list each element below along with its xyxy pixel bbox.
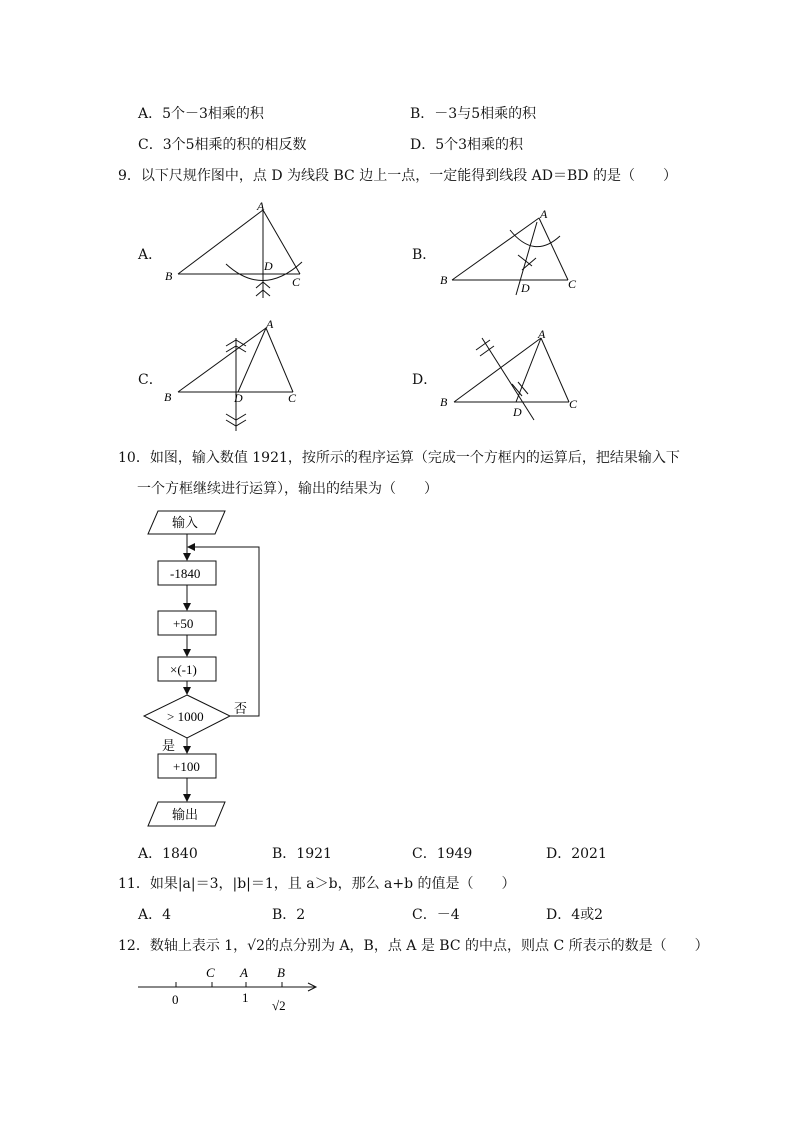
q12-stem: 12．数轴上表示 1，√2的点分别为 A，B，点 A 是 BC 的中点，则点 C 所表示的数是（ ） [118, 938, 709, 954]
q10-option-c: C．1949 [412, 846, 473, 862]
q10-flowchart [140, 505, 265, 830]
q9b-label-d: D [521, 281, 530, 295]
q12-tick-sqrt2: √2 [272, 998, 286, 1013]
q9b-label-c: C [568, 277, 577, 291]
q10-option-b: B．1921 [272, 846, 332, 862]
q9d-label-d: D [513, 405, 522, 419]
q9-figure-d [436, 326, 586, 426]
q8-option-c: C．3个5相乘的积的相反数 [138, 137, 307, 153]
q11-option-c: C．－4 [412, 907, 460, 923]
q8-option-b: B．－3与5相乘的积 [410, 106, 537, 122]
q11-option-d: D．4或2 [546, 907, 604, 923]
q9d-label-a: A [538, 327, 546, 341]
q9a-label-c: C [292, 275, 301, 289]
q8-option-a: A．5个－3相乘的积 [138, 106, 264, 122]
flow-step3-label: ×(-1) [170, 662, 197, 677]
flow-step4-label: +100 [173, 759, 200, 774]
q12-point-b: B [277, 965, 285, 980]
q9a-label-a: A [257, 199, 265, 213]
q9d-label-c: C [569, 397, 578, 411]
q9c-label-c: C [288, 391, 297, 405]
q8-option-d: D．5个3相乘的积 [410, 137, 524, 153]
q9a-label-b: B [165, 269, 173, 283]
q9c-label-a: A [266, 317, 274, 331]
q9c-label-d: D [234, 391, 243, 405]
flow-no-label: 否 [234, 701, 248, 716]
q9c-label-b: B [164, 390, 172, 404]
q9b-label-a: A [540, 207, 548, 221]
q12-tick-0: 0 [172, 992, 179, 1007]
q11-stem: 11．如果|a|＝3，|b|＝1，且 a＞b，那么 a+b 的值是（ ） [118, 876, 516, 892]
q9-option-b-letter: B． [412, 247, 437, 263]
q10-stem-line1: 10．如图，输入数值 1921，按所示的程序运算（完成一个方框内的运算后，把结果输入下 [118, 450, 680, 466]
q12-tick-1: 1 [242, 990, 249, 1005]
flow-input-label: 输入 [172, 515, 199, 530]
q12-point-c: C [206, 965, 215, 980]
q9-figure-b [436, 200, 586, 300]
q10-option-a: A．1840 [138, 846, 198, 862]
q9b-label-b: B [440, 273, 448, 287]
q9-option-a-letter: A． [138, 247, 163, 263]
q9a-label-d: D [264, 259, 273, 273]
q12-point-a: A [240, 965, 248, 980]
q10-stem-line2: 一个方框继续进行运算），输出的结果为（ ） [137, 481, 438, 497]
q9-option-d-letter: D． [412, 372, 438, 388]
flow-yes-label: 是 [162, 738, 176, 753]
q9-figure-a [160, 198, 305, 303]
q9-stem: 9．以下尺规作图中，点 D 为线段 BC 边上一点，一定能得到线段 AD＝BD 的是（ ） [118, 168, 677, 184]
flow-step2-label: +50 [173, 616, 194, 631]
flow-decision-label: > 1000 [167, 709, 204, 724]
q10-option-d: D．2021 [546, 846, 607, 862]
q12-number-line [136, 962, 322, 1014]
q9-option-c-letter: C． [138, 372, 163, 388]
flow-step1-label: -1840 [170, 566, 201, 581]
q9d-label-b: B [440, 395, 448, 409]
q11-option-b: B．2 [272, 907, 306, 923]
q9-figure-c [160, 316, 305, 434]
q11-option-a: A．4 [138, 907, 172, 923]
flow-output-label: 输出 [172, 807, 199, 822]
